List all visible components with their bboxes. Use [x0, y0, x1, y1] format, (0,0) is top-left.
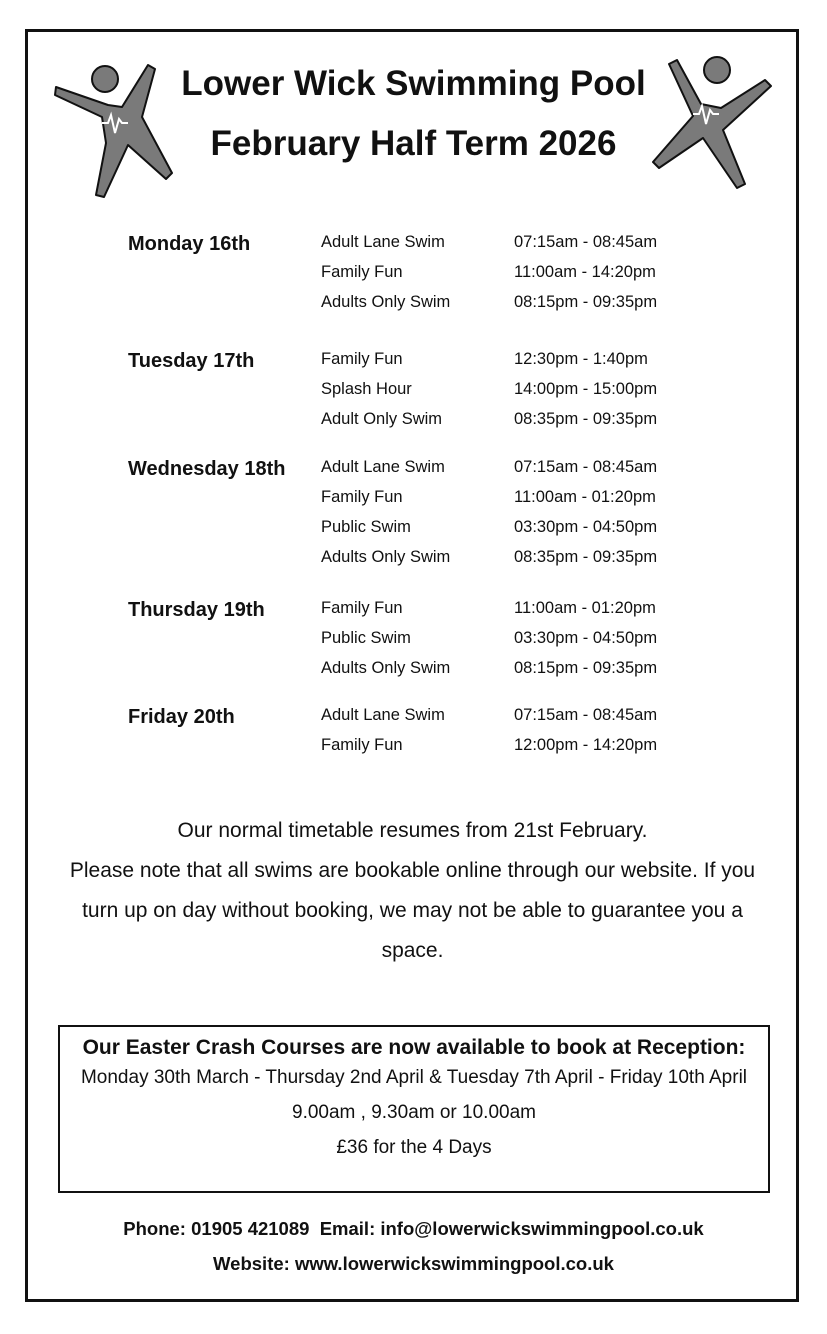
notice-line: Please note that all swims are bookable online through our website. If you turn up on day without booking, we may not be able to guarantee you a space. — [69, 859, 756, 962]
notice-line: Our normal timetable resumes from 21st February. — [177, 819, 648, 842]
session-name: Adult Lane Swim — [321, 706, 445, 724]
session-time: 11:00am - 14:20pm — [514, 263, 656, 281]
session-name: Public Swim — [321, 629, 411, 647]
session-name: Family Fun — [321, 488, 403, 506]
session-name: Family Fun — [321, 599, 403, 617]
session-time: 03:30pm - 04:50pm — [514, 518, 658, 536]
easter-times: 9.00am , 9.30am or 10.00am — [292, 1102, 536, 1123]
session-time: 11:00am - 01:20pm — [514, 599, 656, 617]
easter-courses-box — [58, 1025, 770, 1193]
session-name: Family Fun — [321, 350, 403, 368]
easter-dates: Monday 30th March - Thursday 2nd April & Tuesday 7th April - Friday 10th April — [80, 1067, 748, 1088]
session-time: 07:15am - 08:45am — [514, 458, 658, 476]
day-label-tuesday: Tuesday 17th — [128, 350, 255, 372]
page-subtitle: February Half Term 2026 — [210, 124, 617, 163]
day-label-monday: Monday 16th — [128, 233, 251, 255]
session-time: 08:35pm - 09:35pm — [514, 548, 658, 566]
session-time: 08:15pm - 09:35pm — [514, 293, 658, 311]
session-time: 08:15pm - 09:35pm — [514, 659, 658, 677]
session-name: Adults Only Swim — [321, 548, 451, 566]
session-time: 08:35pm - 09:35pm — [514, 410, 658, 428]
session-name: Adults Only Swim — [321, 293, 451, 311]
session-time: 03:30pm - 04:50pm — [514, 629, 658, 647]
session-time: 12:30pm - 1:40pm — [514, 350, 648, 368]
session-name: Adult Lane Swim — [321, 458, 445, 476]
session-time: 11:00am - 01:20pm — [514, 488, 656, 506]
easter-price: £36 for the 4 Days — [336, 1137, 492, 1158]
session-name: Family Fun — [321, 263, 403, 281]
easter-heading: Our Easter Crash Courses are now available to book at Reception: — [82, 1036, 746, 1059]
session-name: Adult Lane Swim — [321, 233, 445, 251]
session-name: Splash Hour — [321, 380, 412, 398]
page-title: Lower Wick Swimming Pool — [181, 64, 646, 103]
session-name: Public Swim — [321, 518, 411, 536]
session-time: 07:15am - 08:45am — [514, 233, 658, 251]
day-label-wednesday: Wednesday 18th — [128, 458, 286, 480]
session-name: Family Fun — [321, 736, 403, 754]
contact-website: Website: www.lowerwickswimmingpool.co.uk — [213, 1253, 614, 1274]
day-label-thursday: Thursday 19th — [128, 599, 265, 621]
session-name: Adult Only Swim — [321, 410, 443, 428]
contact-phone-email: Phone: 01905 421089 Email: info@lowerwickswimmingpool.co.uk — [123, 1218, 704, 1239]
day-label-friday: Friday 20th — [128, 706, 235, 728]
session-time: 07:15am - 08:45am — [514, 706, 658, 724]
session-time: 14:00pm - 15:00pm — [514, 380, 658, 398]
session-time: 12:00pm - 14:20pm — [514, 736, 658, 754]
session-name: Adults Only Swim — [321, 659, 451, 677]
timetable-notice — [55, 811, 770, 971]
